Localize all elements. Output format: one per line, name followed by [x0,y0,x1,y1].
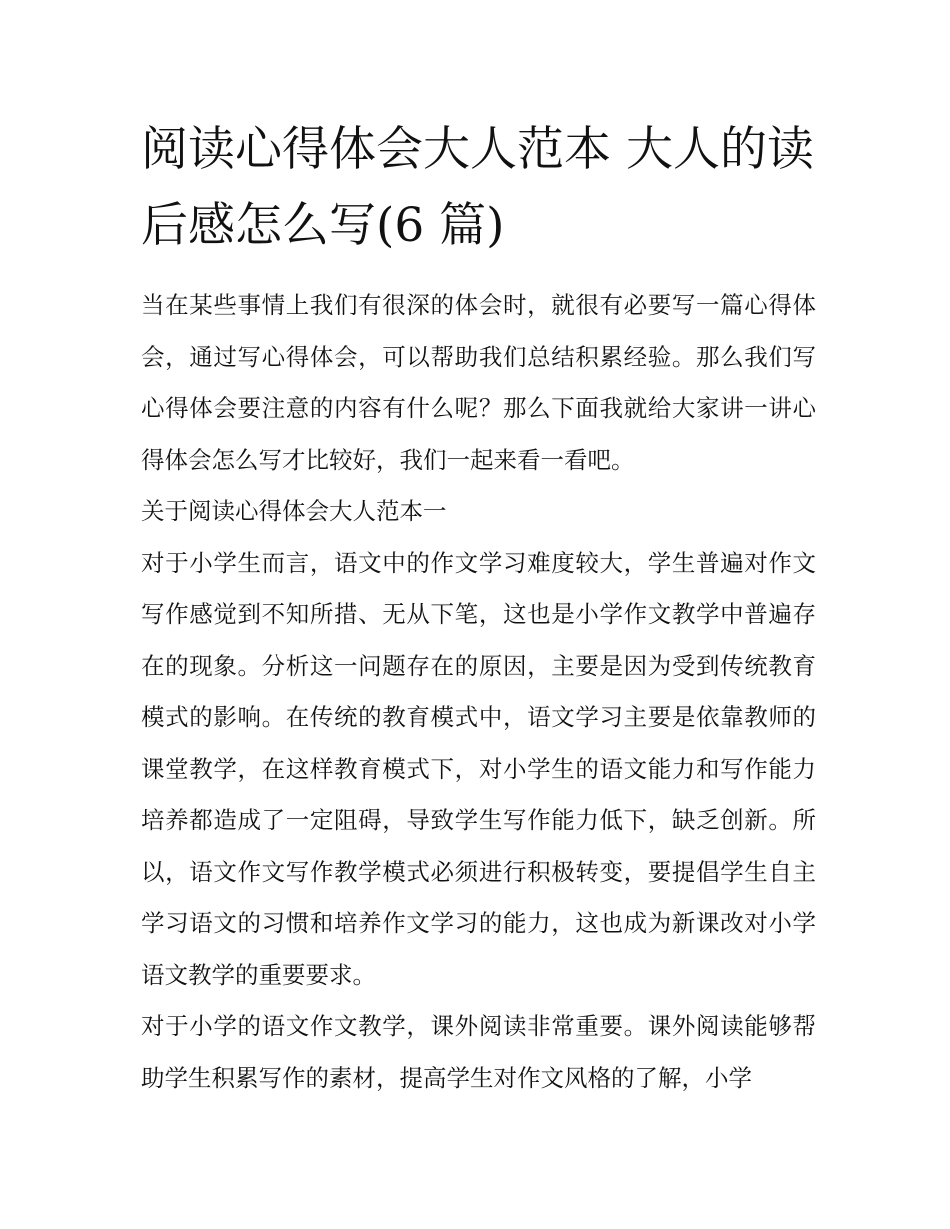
document-page [141,112,816,1104]
body-paragraph-2: 对于小学的语文作文教学，课外阅读非常重要。课外阅读能够帮助学生积累写作的素材，提高学生对作文风格的了解，小学 [141,1012,816,1092]
document-title: 阅读心得体会大人范本 大人的读后感怎么写(6 篇) [141,122,814,253]
section-heading: 关于阅读心得体会大人范本一 [141,497,447,525]
intro-paragraph: 当在某些事情上我们有很深的体会时，就很有必要写一篇心得体会，通过写心得体会，可以帮助我们总结积累经验。那么我们写心得体会要注意的内容有什么呢？那么下面我就给大家讲一讲心得体会怎么写才比较好，我们一起来看一看吧。 [141,291,816,474]
body-paragraph-1: 对于小学生而言，语文中的作文学习难度较大，学生普遍对作文写作感觉到不知所措、无从下笔，这也是小学作文教学中普遍存在的现象。分析这一问题存在的原因，主要是因为受到传统教育模式的影响。在传统的教育模式中，语文学习主要是依靠教师的课堂教学，在这样教育模式下，对小学生的语文能力和写作能力培养都造成了一定阻碍，导致学生写作能力低下，缺乏创新。所以，语文作文写作教学模式必须进行积极转变，要提倡学生自主学习语文的习惯和培养作文学习的能力，这也成为新课改对小学语文教学的重要要求。 [141,548,816,989]
document-body [141,280,816,1104]
